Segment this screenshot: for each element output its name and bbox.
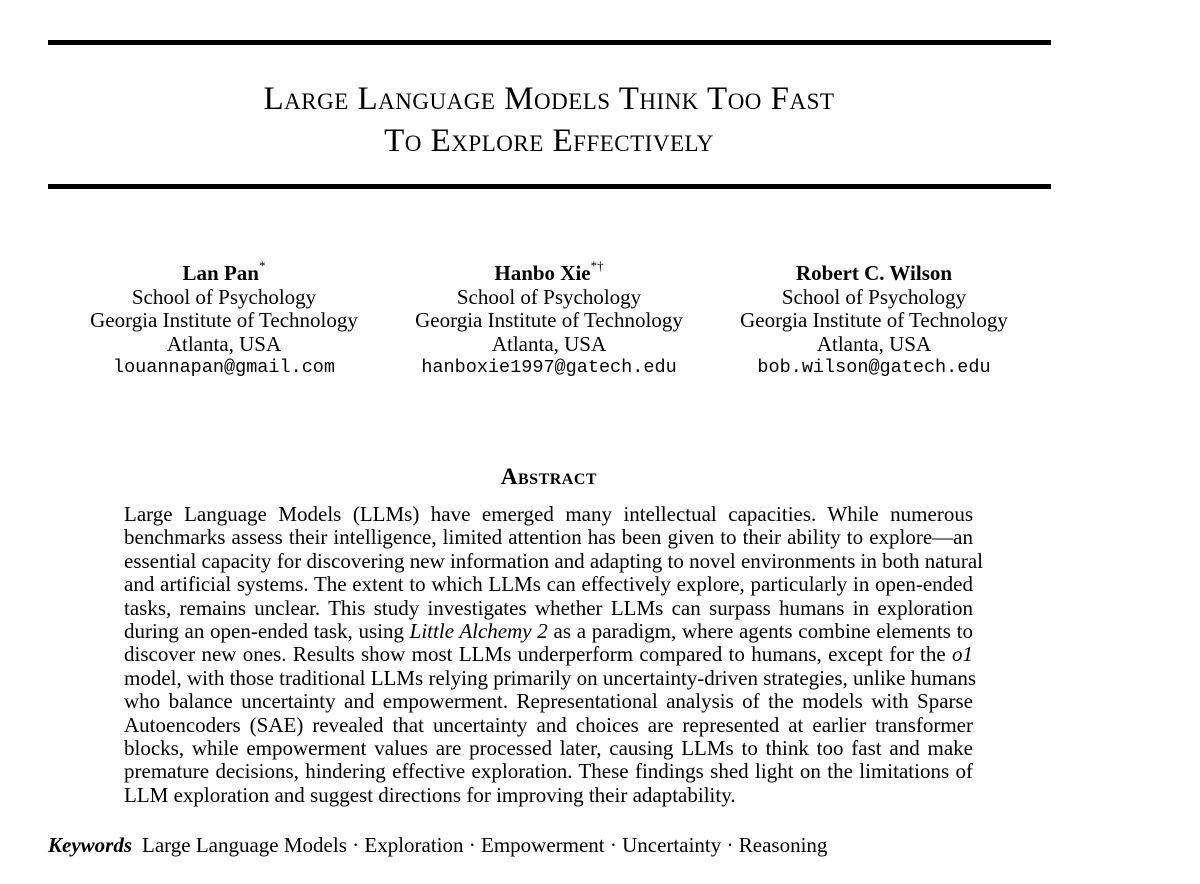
author-name: Robert C. Wilson (795, 261, 953, 285)
author-location: Atlanta, USA (491, 331, 607, 356)
author-location: Atlanta, USA (166, 331, 282, 356)
paper-title (0, 78, 1098, 162)
abstract-emphasis: o1 (952, 642, 973, 667)
abstract-line: who balance uncertainty and empowerment. Representational analysis of the models with Sparse (124, 689, 973, 714)
abstract-line: Large Language Models (LLMs) have emerged many intellectual capacities. While numerous (124, 502, 973, 526)
author-dept: School of Psychology (456, 284, 642, 309)
bottom-rule (48, 184, 1051, 189)
abstract-line: benchmarks assess their intelligence, limited attention has been given to their ability to explore—an (124, 525, 973, 550)
title-line-1: Large Language Models Think Too Fast (263, 81, 835, 117)
author-dept: School of Psychology (781, 284, 967, 309)
abstract-line: premature decisions, hindering effective exploration. These findings shed light on the limitations of (124, 759, 973, 784)
author-name: Hanbo Xie (494, 261, 591, 285)
abstract-line (124, 620, 973, 643)
abstract-line: model, with those traditional LLMs relying primarily on uncertainty-driven strategies, unlike humans (124, 665, 977, 690)
author-footnote-mark: * (258, 258, 266, 273)
author-institution: Georgia Institute of Technology (90, 308, 358, 332)
abstract-line (124, 643, 973, 666)
top-rule (48, 40, 1051, 45)
abstract-text: as a paradigm, where agents combine elements to (547, 619, 973, 644)
abstract-emphasis: Little Alchemy 2 (409, 619, 548, 644)
author-card (379, 258, 719, 380)
keywords-list: Large Language Models · Exploration · Empowerment · Uncertainty · Reasoning (142, 833, 828, 857)
keywords-label: Keywords (48, 833, 132, 857)
abstract-line: tasks, remains unclear. This study investigates whether LLMs can surpass humans in exploration (124, 595, 973, 620)
abstract-body (124, 502, 984, 807)
author-name: Lan Pan (182, 261, 259, 285)
author-dept: School of Psychology (131, 284, 317, 309)
abstract-text: discover new ones. Results show most LLMs underperform compared to humans, except for the (124, 642, 952, 667)
abstract-text: during an open-ended task, using (124, 619, 410, 644)
abstract-line: Autoencoders (SAE) revealed that uncertainty and choices are represented at earlier transformer (124, 712, 973, 737)
abstract-line: essential capacity for discovering new information and adapting to novel environments in both natural (124, 548, 984, 573)
keywords (48, 832, 827, 858)
abstract-line: blocks, while empowerment values are processed later, causing LLMs to think too fast and make (124, 736, 973, 761)
abstract-heading: Abstract (500, 464, 598, 489)
author-footnote-mark: *† (590, 258, 604, 273)
author-card (54, 258, 394, 380)
author-email[interactable]: hanboxie1997@gatech.edu (421, 357, 677, 378)
author-institution: Georgia Institute of Technology (415, 308, 683, 332)
author-card (704, 262, 1044, 380)
title-line-2: To Explore Effectively (384, 123, 714, 159)
author-block (0, 258, 1200, 392)
author-institution: Georgia Institute of Technology (740, 308, 1008, 332)
author-email[interactable]: louannapan@gmail.com (112, 357, 336, 378)
author-email[interactable]: bob.wilson@gatech.edu (757, 357, 991, 378)
abstract-line: and artificial systems. The extent to which LLMs can effectively explore, particularly in open-ended (124, 572, 973, 597)
abstract-line: LLM exploration and suggest directions for improving their adaptability. (124, 782, 736, 807)
author-location: Atlanta, USA (816, 331, 932, 356)
